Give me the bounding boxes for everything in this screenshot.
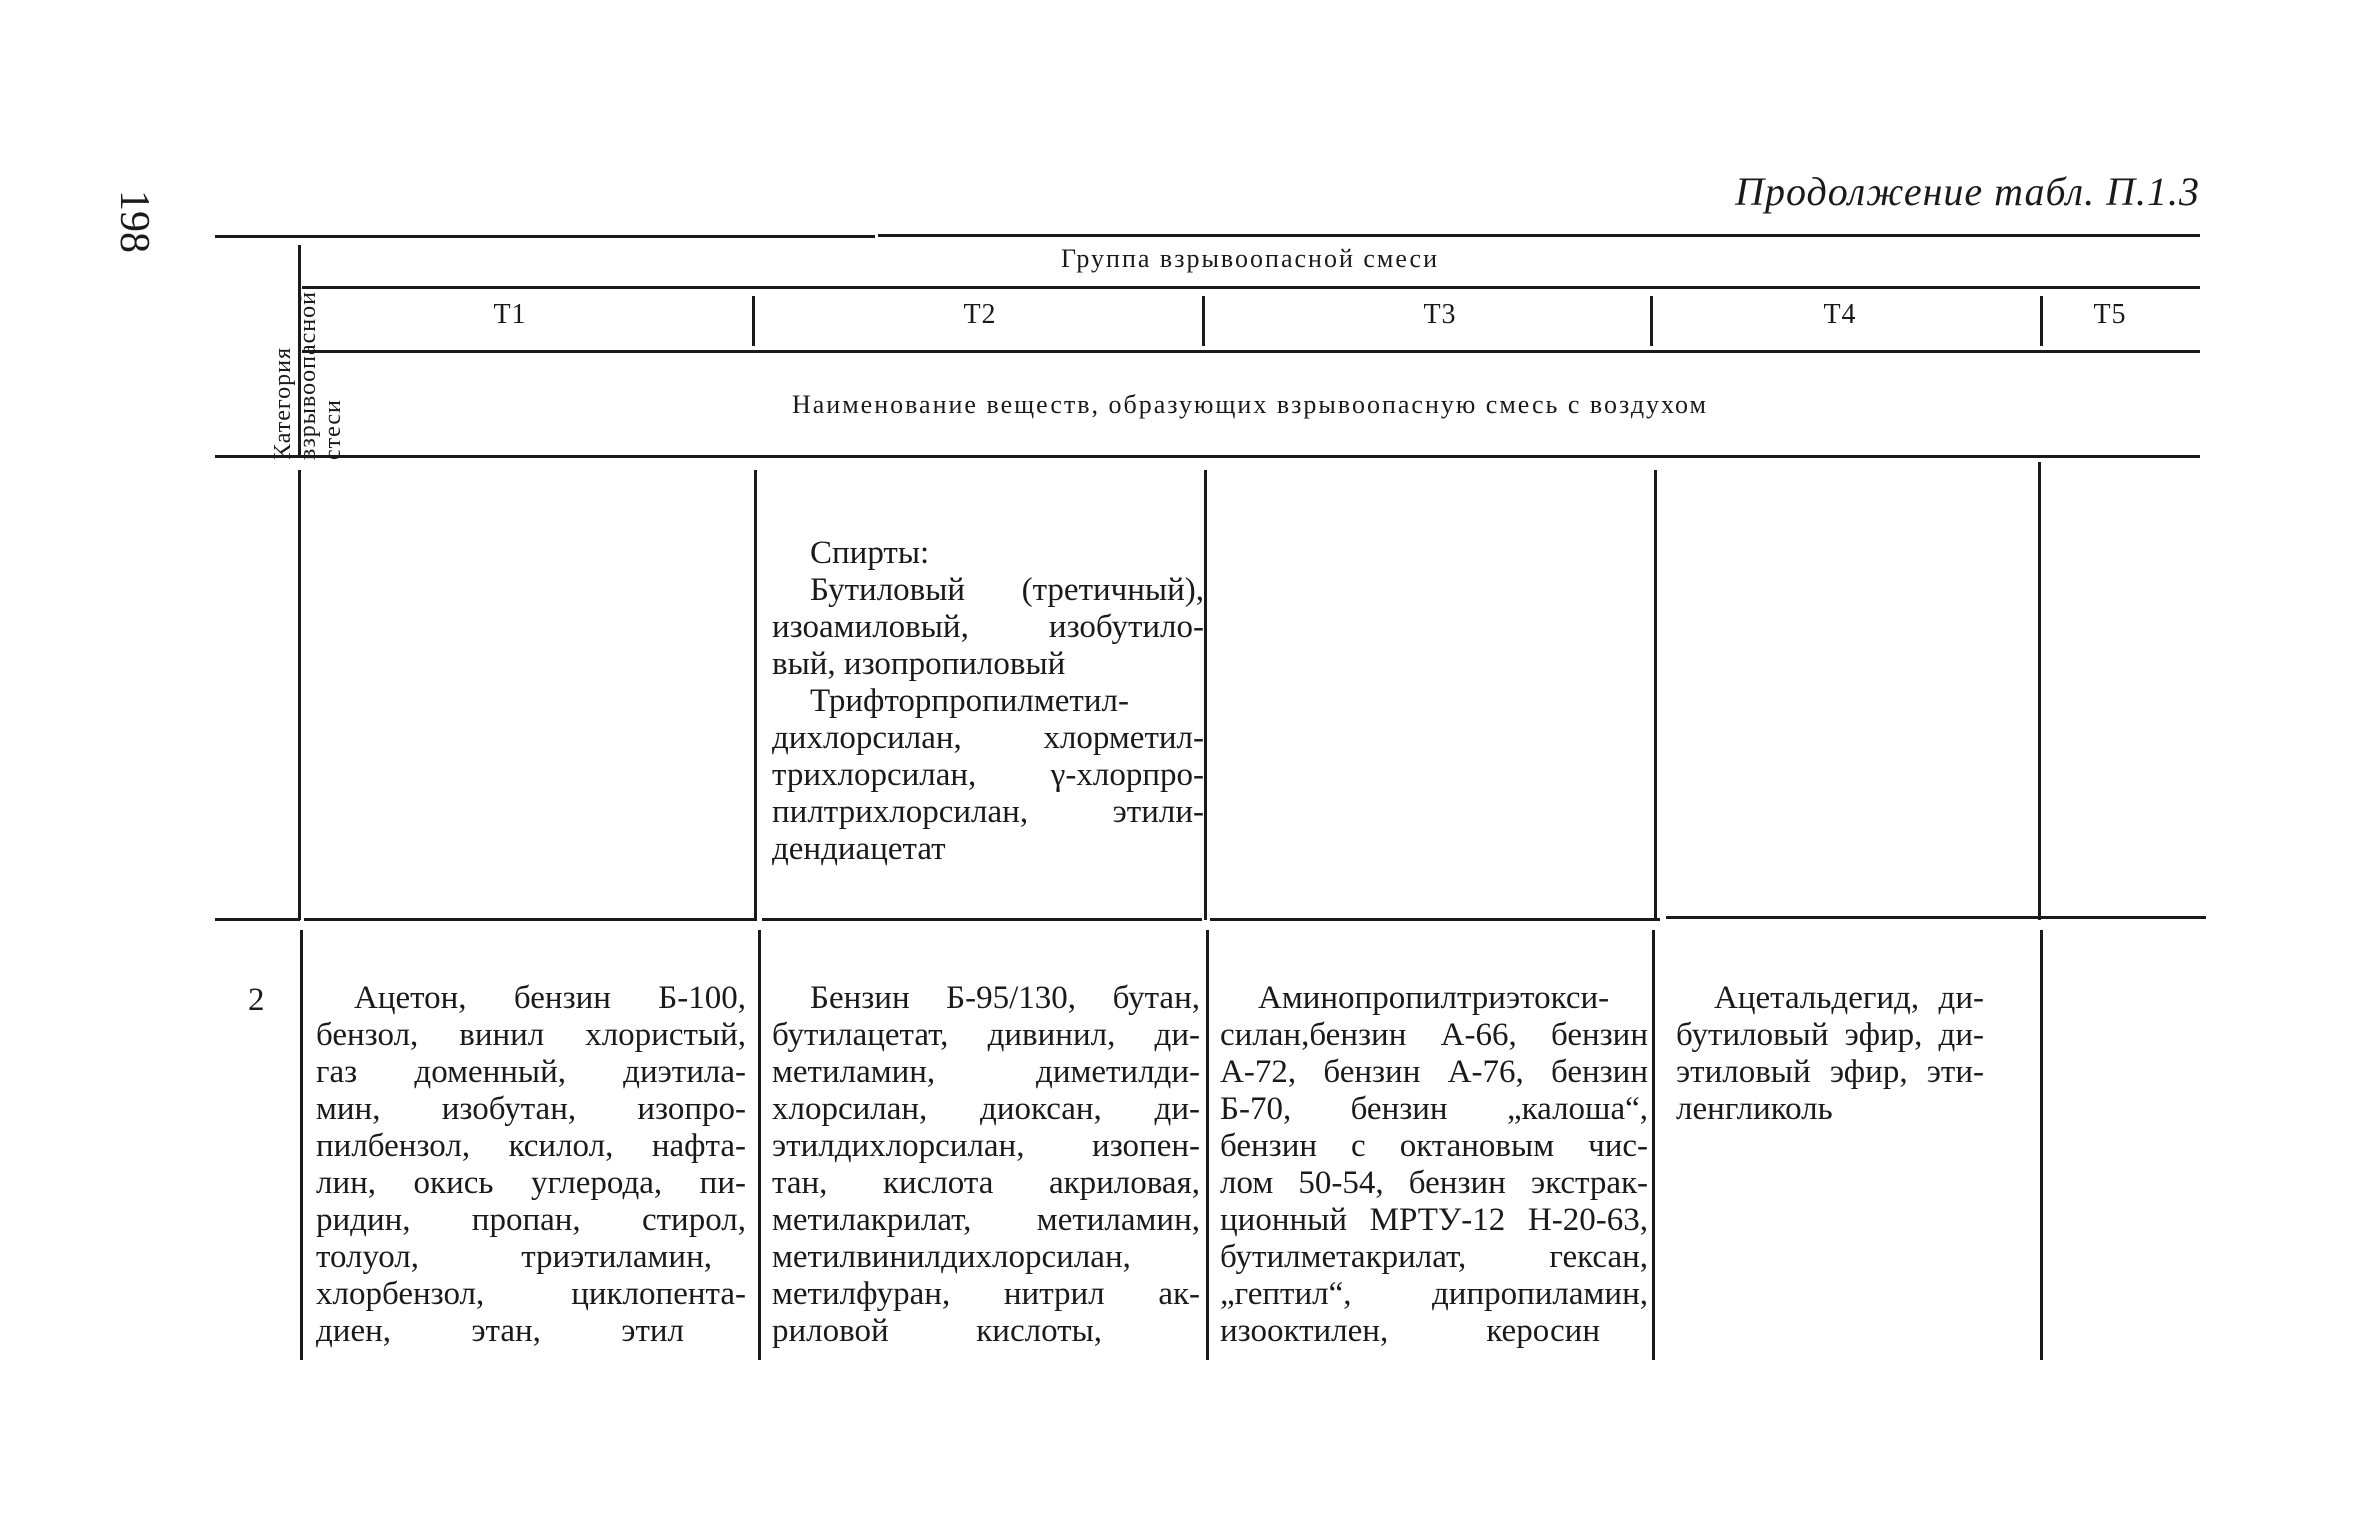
row2-t3-line: ционный МРТУ-12 Н-20-63, bbox=[1220, 1202, 1648, 1238]
row2-t2-line: хлорсилан, диоксан, ди- bbox=[772, 1091, 1200, 1127]
row1-t2-line: дендиацетат bbox=[772, 831, 946, 867]
rule-col-sep-2h bbox=[1202, 296, 1205, 346]
page-number: 198 bbox=[111, 190, 157, 253]
rule-under-group bbox=[302, 286, 2200, 289]
rule-row1-bottom-c bbox=[762, 918, 1202, 921]
rule-top-right bbox=[878, 234, 2200, 237]
category-header-line-3: стеси bbox=[319, 399, 346, 460]
rule-header-bottom bbox=[215, 455, 2200, 458]
rule-body-2b bbox=[758, 930, 761, 1360]
row2-t1-line: ридин, пропан, стирол, bbox=[316, 1202, 746, 1238]
rule-under-columns bbox=[302, 350, 2200, 353]
row2-t2-line: риловой кислоты, bbox=[772, 1313, 1102, 1349]
row2-t4-line: этиловый эфир, эти- bbox=[1676, 1054, 1984, 1090]
rule-col-sep-1h bbox=[752, 296, 755, 346]
group-header: Группа взрывоопасной смеси bbox=[1061, 244, 1439, 273]
rule-row1-bottom-a bbox=[215, 918, 300, 921]
row2-t3-line: бензин с октановым чис- bbox=[1220, 1128, 1648, 1164]
row2-t2-line: метиламин, диметилди- bbox=[772, 1054, 1200, 1090]
row2-t4-line: бутиловый эфир, ди- bbox=[1676, 1017, 1984, 1053]
row1-t2-line: Трифторпропилметил- bbox=[810, 683, 1129, 719]
rule-body-2 bbox=[754, 470, 757, 920]
category-header-line-2: взрывоопасной bbox=[294, 291, 321, 460]
row2-t2-line: метилвинилдихлорсилан, bbox=[772, 1239, 1131, 1275]
rule-row1-bottom-d bbox=[1210, 918, 1660, 921]
column-header-t1: T1 bbox=[493, 299, 527, 330]
row2-t4-line: ленгликоль bbox=[1676, 1091, 1833, 1127]
column-header-t4: T4 bbox=[1823, 299, 1857, 330]
names-header: Наименование веществ, образующих взрывоопасную смесь с воздухом bbox=[791, 390, 1709, 419]
row2-category: 2 bbox=[248, 982, 265, 1018]
row2-t1-line: толуол, триэтиламин, bbox=[316, 1239, 712, 1275]
row1-t2-line: Спирты: bbox=[810, 535, 930, 571]
row1-t2-line: вый, изопропиловый bbox=[772, 646, 1066, 682]
rule-col-sep-4h bbox=[2040, 296, 2043, 346]
row2-t1-line: бензол, винил хлористый, bbox=[316, 1017, 746, 1053]
rule-body-3 bbox=[1204, 470, 1207, 920]
row2-t3-line: лом 50-54, бензин экстрак- bbox=[1220, 1165, 1648, 1201]
row2-t2-line: этилдихлорсилан, изопен- bbox=[772, 1128, 1200, 1164]
row2-t2-line: метилакрилат, метиламин, bbox=[772, 1202, 1200, 1238]
column-header-t2: T2 bbox=[963, 299, 997, 330]
row2-t1-line: пилбензол, ксилол, нафта- bbox=[316, 1128, 746, 1164]
rule-body-1b bbox=[300, 930, 303, 1360]
row2-t1-cell bbox=[316, 980, 746, 1350]
row1-t2-line: пилтрихлорсилан, этили- bbox=[772, 794, 1204, 830]
column-header-t5: T5 bbox=[2093, 299, 2127, 330]
rule-body-1 bbox=[298, 470, 301, 920]
rule-row1-bottom-b bbox=[304, 918, 757, 921]
row1-t2-line: трихлорсилан, γ-хлорпро- bbox=[772, 757, 1204, 793]
rule-body-5 bbox=[2038, 462, 2041, 920]
row2-t1-line: мин, изобутан, изопро- bbox=[316, 1091, 746, 1127]
row2-t3-line: Аминопропилтриэтокси- bbox=[1258, 980, 1610, 1016]
row1-t2-cell bbox=[772, 535, 1204, 868]
row2-t2-cell bbox=[772, 980, 1200, 1350]
rule-top bbox=[215, 235, 875, 238]
row2-t2-line: бутилацетат, дивинил, ди- bbox=[772, 1017, 1200, 1053]
row2-t1-line: газ доменный, диэтила- bbox=[316, 1054, 746, 1090]
row2-t1-line: Ацетон, бензин Б-100, bbox=[354, 980, 746, 1016]
table-caption: Продолжение табл. П.1.3 bbox=[1735, 169, 2200, 214]
row1-t2-line: дихлорсилан, хлорметил- bbox=[772, 720, 1204, 756]
row2-t2-line: тан, кислота акриловая, bbox=[772, 1165, 1200, 1201]
row2-t3-line: „гептил“, дипропиламин, bbox=[1220, 1276, 1648, 1312]
row2-t1-line: хлорбензол, циклопента- bbox=[316, 1276, 746, 1312]
row1-t2-line: Бутиловый (третичный), bbox=[810, 572, 1204, 608]
row2-t3-line: Б-70, бензин „калоша“, bbox=[1220, 1091, 1648, 1127]
row2-t1-line: диен, этан, этил bbox=[316, 1313, 684, 1349]
row2-t4-line: Ацетальдегид, ди- bbox=[1714, 980, 1984, 1016]
rule-body-3b bbox=[1206, 930, 1209, 1360]
row2-t1-line: лин, окись углерода, пи- bbox=[316, 1165, 746, 1201]
category-header-line-1: Категория bbox=[269, 347, 296, 460]
row2-t3-line: изооктилен, керосин bbox=[1220, 1313, 1600, 1349]
category-header bbox=[208, 250, 408, 460]
rule-body-4b bbox=[1652, 930, 1655, 1360]
rule-row1-bottom-e bbox=[1666, 916, 2206, 919]
row2-t3-line: бутилметакрилат, гексан, bbox=[1220, 1239, 1648, 1275]
rule-body-5b bbox=[2040, 930, 2043, 1360]
row2-t3-cell bbox=[1220, 980, 1648, 1350]
rule-col-sep-3h bbox=[1650, 296, 1653, 346]
row1-t2-line: изоамиловый, изобутило- bbox=[772, 609, 1204, 645]
column-header-t3: T3 bbox=[1423, 299, 1457, 330]
row2-t2-line: метилфуран, нитрил ак- bbox=[772, 1276, 1200, 1312]
row2-t3-line: А-72, бензин А-76, бензин bbox=[1220, 1054, 1648, 1090]
row2-t3-line: силан,бензин А-66, бензин bbox=[1220, 1017, 1648, 1053]
row2-t4-cell bbox=[1676, 980, 1984, 1128]
rule-body-4 bbox=[1654, 470, 1657, 920]
row2-t2-line: Бензин Б-95/130, бутан, bbox=[810, 980, 1200, 1016]
